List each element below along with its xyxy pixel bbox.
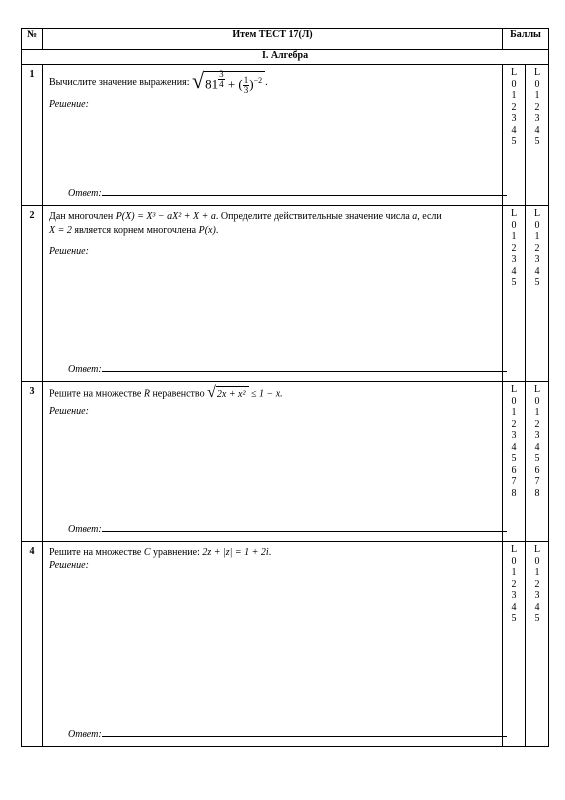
score-value[interactable]: 7 bbox=[511, 476, 517, 487]
score-value[interactable]: 1 bbox=[534, 231, 540, 242]
score-value[interactable]: 2 bbox=[534, 242, 540, 254]
task-row bbox=[22, 65, 549, 206]
score-value[interactable]: 3 bbox=[511, 430, 517, 441]
task-number: 4 bbox=[22, 542, 43, 747]
score-value[interactable]: 3 bbox=[511, 590, 517, 601]
score-value[interactable]: 0 bbox=[534, 78, 540, 90]
question-text: Решите на множестве bbox=[49, 547, 144, 558]
task-body bbox=[43, 206, 503, 382]
answer-line[interactable] bbox=[102, 736, 507, 737]
section-title: I. Алгебра bbox=[22, 50, 549, 65]
score-value[interactable]: 0 bbox=[511, 78, 517, 90]
math-radicand: 2x + x² bbox=[216, 386, 249, 402]
score-value[interactable]: 4 bbox=[534, 441, 540, 453]
score-value[interactable]: L bbox=[533, 67, 541, 78]
header-num: № bbox=[22, 29, 43, 50]
score-value[interactable]: 4 bbox=[534, 265, 540, 277]
header-score: Баллы bbox=[503, 29, 549, 50]
score-value[interactable]: 8 bbox=[534, 487, 540, 499]
score-value[interactable]: 2 bbox=[511, 101, 517, 113]
score-value[interactable]: 7 bbox=[534, 476, 540, 487]
question-text: . Определите действительные значение числа bbox=[215, 211, 413, 222]
score-value[interactable]: 0 bbox=[534, 555, 540, 567]
question-text: Решите на множестве bbox=[49, 388, 144, 400]
score-value[interactable]: 5 bbox=[534, 453, 540, 464]
score-value[interactable]: 4 bbox=[511, 441, 517, 453]
math-set: C bbox=[143, 547, 151, 558]
score-value[interactable]: 0 bbox=[511, 555, 517, 567]
score-column-1 bbox=[503, 206, 526, 382]
math-var: P(x) bbox=[198, 225, 216, 236]
question-text: , если bbox=[417, 211, 442, 222]
task-row bbox=[22, 542, 549, 747]
score-list bbox=[503, 544, 525, 625]
score-value[interactable]: 1 bbox=[511, 407, 517, 418]
score-value[interactable]: 1 bbox=[511, 231, 517, 242]
score-value[interactable]: 0 bbox=[511, 219, 517, 231]
score-list bbox=[526, 544, 548, 625]
score-value[interactable]: 5 bbox=[511, 613, 517, 624]
math-power: −2 bbox=[253, 76, 263, 85]
answer-field[interactable] bbox=[68, 729, 490, 740]
score-value[interactable]: 4 bbox=[534, 601, 540, 613]
score-value[interactable]: 0 bbox=[534, 219, 540, 231]
answer-field[interactable] bbox=[68, 188, 490, 199]
score-list bbox=[526, 384, 548, 499]
score-value[interactable]: 2 bbox=[534, 418, 540, 430]
score-list bbox=[503, 67, 525, 148]
score-value[interactable]: 3 bbox=[534, 430, 540, 441]
solution-label: Решение: bbox=[49, 246, 89, 257]
task-number: 2 bbox=[22, 206, 43, 382]
task-question bbox=[49, 546, 496, 560]
score-value[interactable]: 2 bbox=[534, 101, 540, 113]
score-column-2 bbox=[526, 542, 549, 747]
score-value[interactable]: 5 bbox=[511, 277, 517, 288]
score-value[interactable]: L bbox=[533, 384, 541, 395]
math-dot: . bbox=[265, 77, 268, 89]
score-value[interactable]: 8 bbox=[511, 487, 517, 499]
score-value[interactable]: 0 bbox=[534, 395, 540, 407]
score-value[interactable]: 1 bbox=[511, 567, 517, 578]
score-value[interactable]: 3 bbox=[534, 113, 540, 124]
score-column-1 bbox=[503, 542, 526, 747]
score-value[interactable]: 1 bbox=[534, 567, 540, 578]
question-text: Дан многочлен bbox=[49, 211, 116, 222]
score-value[interactable]: 0 bbox=[511, 395, 517, 407]
score-value[interactable]: L bbox=[533, 544, 541, 555]
score-value[interactable]: 3 bbox=[534, 590, 540, 601]
score-value[interactable]: 1 bbox=[511, 90, 517, 101]
score-value[interactable]: 3 bbox=[534, 254, 540, 265]
score-column-1 bbox=[503, 65, 526, 206]
score-value[interactable]: L bbox=[510, 384, 518, 395]
solution-label: Решение: bbox=[49, 560, 89, 571]
math-plus: + bbox=[227, 76, 236, 92]
score-list bbox=[526, 67, 548, 148]
score-value[interactable]: 2 bbox=[511, 578, 517, 590]
math-equation: 2z + |z| = 1 + 2i bbox=[202, 547, 269, 558]
score-list bbox=[503, 208, 525, 289]
score-value[interactable]: 5 bbox=[534, 613, 540, 624]
math-exp-den: 4 bbox=[219, 79, 224, 89]
score-list bbox=[503, 384, 525, 499]
task-body bbox=[43, 382, 503, 542]
score-value[interactable]: 6 bbox=[511, 464, 517, 476]
score-value[interactable]: 1 bbox=[534, 407, 540, 418]
math-frac-den: 3 bbox=[243, 84, 249, 95]
answer-label: Ответ: bbox=[68, 729, 102, 740]
test-table bbox=[21, 28, 549, 747]
header-item: Итем ТЕСТ 17(Л) bbox=[43, 29, 503, 50]
score-value[interactable]: 5 bbox=[511, 136, 517, 147]
answer-label: Ответ: bbox=[68, 188, 102, 199]
task-question bbox=[49, 68, 496, 95]
score-column-2 bbox=[526, 382, 549, 542]
score-value[interactable]: L bbox=[510, 208, 518, 219]
math-polynomial: P(X) = X³ − aX² + X + a bbox=[115, 211, 216, 222]
math-sqrt: √ 2x + x² bbox=[207, 386, 248, 402]
task-row bbox=[22, 206, 549, 382]
score-value[interactable]: L bbox=[510, 544, 518, 555]
score-value[interactable]: 2 bbox=[511, 418, 517, 430]
task-body bbox=[43, 65, 503, 206]
task-number: 1 bbox=[22, 65, 43, 206]
score-value[interactable]: 2 bbox=[511, 242, 517, 254]
task-body bbox=[43, 542, 503, 747]
task-row bbox=[22, 382, 549, 542]
score-value[interactable]: 5 bbox=[511, 453, 517, 464]
score-value[interactable]: L bbox=[533, 208, 541, 219]
answer-line[interactable] bbox=[102, 371, 507, 372]
task-number: 3 bbox=[22, 382, 43, 542]
task-question bbox=[49, 386, 496, 402]
math-set: R bbox=[143, 388, 150, 400]
math-inequality: ≤ 1 − x. bbox=[248, 388, 283, 400]
math-base: 81 bbox=[205, 76, 219, 92]
math-root: X = 2 bbox=[49, 225, 72, 236]
solution-label: Решение: bbox=[49, 98, 89, 110]
score-value[interactable]: 5 bbox=[534, 136, 540, 147]
score-value[interactable]: 1 bbox=[534, 90, 540, 101]
score-value[interactable]: 2 bbox=[534, 578, 540, 590]
score-value[interactable]: 4 bbox=[511, 265, 517, 277]
question-text: неравенство bbox=[149, 388, 208, 400]
score-value[interactable]: 4 bbox=[534, 124, 540, 136]
math-exp-num: 3 bbox=[219, 69, 224, 79]
answer-field[interactable] bbox=[68, 524, 490, 535]
solution-label: Решение: bbox=[49, 406, 89, 417]
math-var: a bbox=[412, 211, 418, 222]
score-column-1 bbox=[503, 382, 526, 542]
score-value[interactable]: 6 bbox=[534, 464, 540, 476]
score-value[interactable]: 3 bbox=[511, 254, 517, 265]
question-text: уравнение: bbox=[150, 547, 203, 558]
math-expression: √ 81 $\frac{3}{4}$ + ( $\frac{1}{3}$ )$^{-2}$ bbox=[192, 71, 265, 95]
question-text: является корнем многочлена bbox=[71, 225, 199, 236]
math-frac-num: 1 bbox=[243, 74, 249, 85]
question-text: . bbox=[215, 225, 219, 236]
section-row bbox=[22, 50, 549, 65]
table-header-row bbox=[22, 29, 549, 50]
score-column-2 bbox=[526, 206, 549, 382]
answer-label: Ответ: bbox=[68, 364, 102, 375]
score-value[interactable]: 4 bbox=[511, 601, 517, 613]
answer-line[interactable] bbox=[102, 195, 507, 196]
score-column-2 bbox=[526, 65, 549, 206]
answer-line[interactable] bbox=[102, 531, 507, 532]
score-value[interactable]: 3 bbox=[511, 113, 517, 124]
score-list bbox=[526, 208, 548, 289]
answer-label: Ответ: bbox=[68, 524, 102, 535]
score-value[interactable]: 4 bbox=[511, 124, 517, 136]
question-text: . bbox=[268, 547, 272, 558]
answer-field[interactable] bbox=[68, 364, 490, 375]
score-value[interactable]: L bbox=[510, 67, 518, 78]
question-text: Вычислите значение выражения: bbox=[49, 77, 190, 89]
score-value[interactable]: 5 bbox=[534, 277, 540, 288]
task-question bbox=[49, 210, 496, 238]
